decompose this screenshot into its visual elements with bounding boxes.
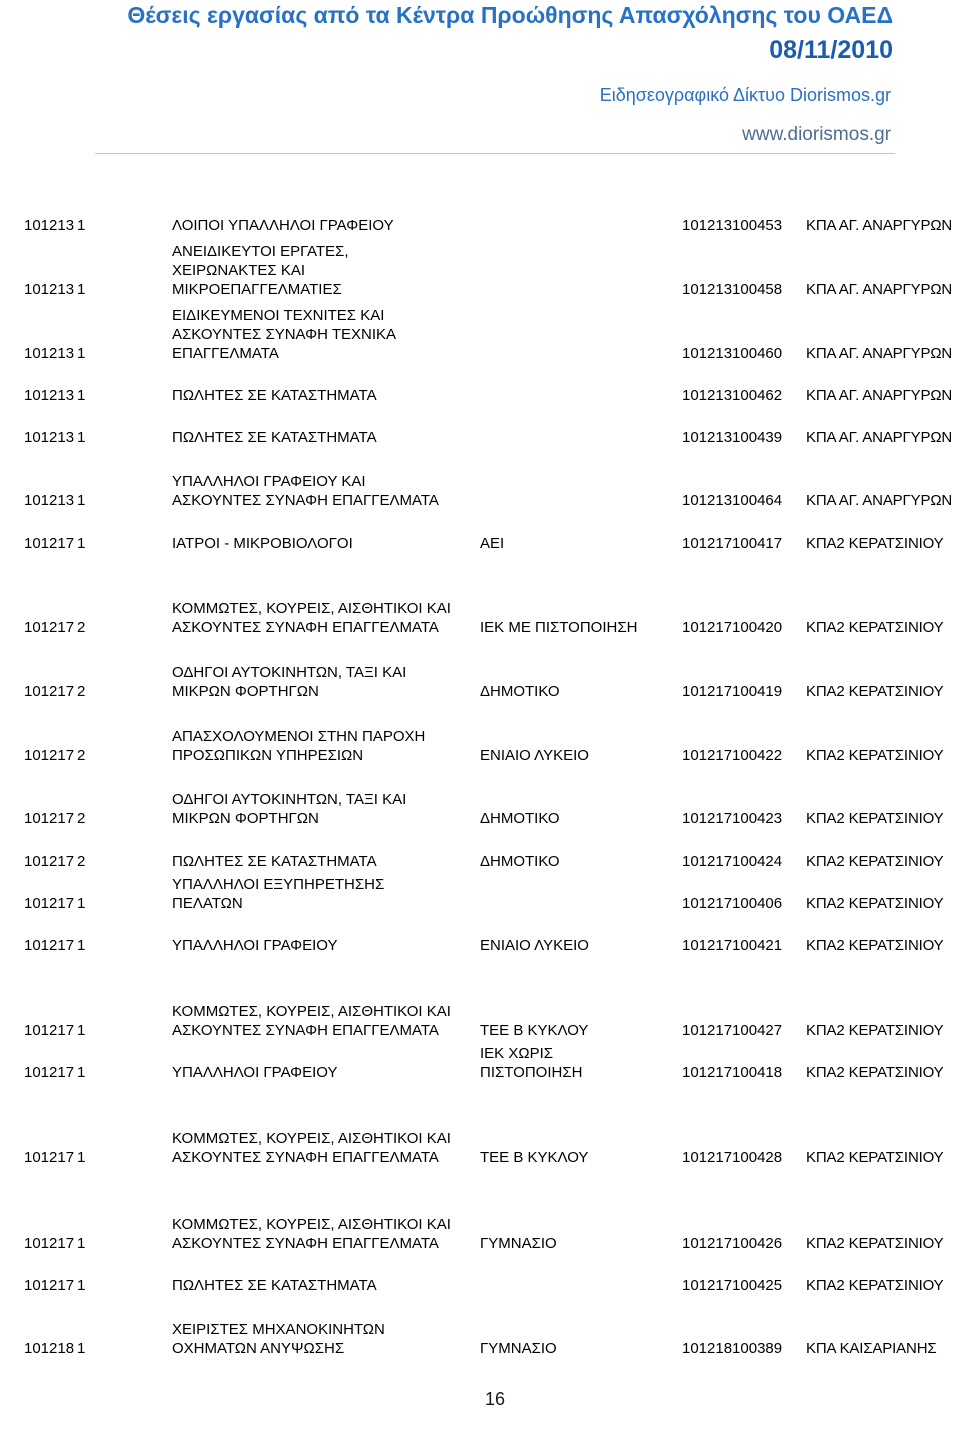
positions-count: 1 <box>77 1277 86 1294</box>
positions-count: 2 <box>77 810 86 827</box>
specialty: ΥΠΑΛΛΗΛΟΙ ΓΡΑΦΕΙΟΥ <box>172 1064 338 1081</box>
listing-code: 101217100424 <box>682 853 783 870</box>
specialty: ΚΟΜΜΩΤΕΣ, ΚΟΥΡΕΙΣ, ΑΙΣΘΗΤΙΚΟΙ ΚΑΙ ΑΣΚΟΥΝΤΕΣ ΣΥΝΑΦΗ ΕΠΑΓΓΕΛΜΑΤΑ <box>172 1003 451 1039</box>
positions-count: 2 <box>77 853 86 870</box>
listing-code: 101218100389 <box>682 1340 783 1357</box>
listing-code: 101217100406 <box>682 895 783 912</box>
positions-count: 1 <box>77 387 86 404</box>
office-name: ΚΠΑ2 ΚΕΡΑΤΣΙΝΙΟΥ <box>806 1277 944 1294</box>
positions-count: 1 <box>77 429 86 446</box>
office-name: ΚΠΑ2 ΚΕΡΑΤΣΙΝΙΟΥ <box>806 1064 944 1081</box>
specialty: ΠΩΛΗΤΕΣ ΣΕ ΚΑΤΑΣΤΗΜΑΤΑ <box>172 429 377 446</box>
specialty: ΙΑΤΡΟΙ - ΜΙΚΡΟΒΙΟΛΟΓΟΙ <box>172 535 353 552</box>
office-code: 101217 <box>24 895 75 912</box>
education-level: ΓΥΜΝΑΣΙΟ <box>480 1235 557 1252</box>
specialty: ΕΙΔΙΚΕΥΜΕΝΟΙ ΤΕΧΝΙΤΕΣ ΚΑΙ ΑΣΚΟΥΝΤΕΣ ΣΥΝΑΦΗ ΤΕΧΝΙΚΑ ΕΠΑΓΓΕΛΜΑΤΑ <box>172 307 397 362</box>
specialty: ΟΔΗΓΟΙ ΑΥΤΟΚΙΝΗΤΩΝ, ΤΑΞΙ ΚΑΙ ΜΙΚΡΩΝ ΦΟΡΤΗΓΩΝ <box>172 664 407 700</box>
office-code: 101217 <box>24 1022 75 1039</box>
education-level: ΔΗΜΟΤΙΚΟ <box>480 853 560 870</box>
specialty: ΚΟΜΜΩΤΕΣ, ΚΟΥΡΕΙΣ, ΑΙΣΘΗΤΙΚΟΙ ΚΑΙ ΑΣΚΟΥΝΤΕΣ ΣΥΝΑΦΗ ΕΠΑΓΓΕΛΜΑΤΑ <box>172 1216 451 1252</box>
specialty: ΥΠΑΛΛΗΛΟΙ ΓΡΑΦΕΙΟΥ <box>172 937 338 954</box>
education-level: ΙΕΚ ΜΕ ΠΙΣΤΟΠΟΙΗΣΗ <box>480 619 638 636</box>
specialty: ΠΩΛΗΤΕΣ ΣΕ ΚΑΤΑΣΤΗΜΑΤΑ <box>172 387 377 404</box>
office-name: ΚΠΑ2 ΚΕΡΑΤΣΙΝΙΟΥ <box>806 1022 944 1039</box>
education-level: ΓΥΜΝΑΣΙΟ <box>480 1340 557 1357</box>
office-code: 101213 <box>24 217 75 234</box>
office-name: ΚΠΑ2 ΚΕΡΑΤΣΙΝΙΟΥ <box>806 619 944 636</box>
education-level: ΤΕΕ Β ΚΥΚΛΟΥ <box>480 1149 589 1166</box>
listing-code: 101217100425 <box>682 1277 783 1294</box>
specialty: ΟΔΗΓΟΙ ΑΥΤΟΚΙΝΗΤΩΝ, ΤΑΞΙ ΚΑΙ ΜΙΚΡΩΝ ΦΟΡΤΗΓΩΝ <box>172 791 407 827</box>
positions-count: 1 <box>77 1022 86 1039</box>
listing-code: 101217100419 <box>682 683 783 700</box>
listing-code: 101213100462 <box>682 387 783 404</box>
office-name: ΚΠΑ2 ΚΕΡΑΤΣΙΝΙΟΥ <box>806 1149 944 1166</box>
office-code: 101217 <box>24 1235 75 1252</box>
office-code: 101213 <box>24 387 75 404</box>
positions-count: 1 <box>77 937 86 954</box>
specialty: ΧΕΙΡΙΣΤΕΣ ΜΗΧΑΝΟΚΙΝΗΤΩΝ ΟΧΗΜΑΤΩΝ ΑΝΥΨΩΣΗΣ <box>172 1321 385 1357</box>
listing-code: 101217100418 <box>682 1064 783 1081</box>
document-title: Θέσεις εργασίας από τα Κέντρα Προώθησης Απασχόλησης του ΟΑΕΔ <box>127 2 893 28</box>
specialty: ΠΩΛΗΤΕΣ ΣΕ ΚΑΤΑΣΤΗΜΑΤΑ <box>172 853 377 870</box>
specialty: ΥΠΑΛΛΗΛΟΙ ΓΡΑΦΕΙΟΥ ΚΑΙ ΑΣΚΟΥΝΤΕΣ ΣΥΝΑΦΗ ΕΠΑΓΓΕΛΜΑΤΑ <box>172 473 439 509</box>
education-level: ΑΕΙ <box>480 535 505 552</box>
listing-code: 101213100458 <box>682 281 783 298</box>
office-code: 101217 <box>24 619 75 636</box>
office-code: 101217 <box>24 1149 75 1166</box>
education-level: ΤΕΕ Β ΚΥΚΛΟΥ <box>480 1022 589 1039</box>
positions-count: 1 <box>77 1149 86 1166</box>
office-code: 101217 <box>24 747 75 764</box>
specialty: ΑΝΕΙΔΙΚΕΥΤΟΙ ΕΡΓΑΤΕΣ, ΧΕΙΡΩΝΑΚΤΕΣ ΚΑΙ ΜΙΚΡΟΕΠΑΓΓΕΛΜΑΤΙΕΣ <box>172 243 349 298</box>
positions-count: 1 <box>77 535 86 552</box>
specialty: ΠΩΛΗΤΕΣ ΣΕ ΚΑΤΑΣΤΗΜΑΤΑ <box>172 1277 377 1294</box>
positions-count: 1 <box>77 1064 86 1081</box>
listing-code: 101217100421 <box>682 937 783 954</box>
positions-count: 1 <box>77 217 86 234</box>
listing-code: 101217100427 <box>682 1022 783 1039</box>
office-name: ΚΠΑ ΑΓ. ΑΝΑΡΓΥΡΩΝ <box>806 345 953 362</box>
office-code: 101213 <box>24 492 75 509</box>
office-name: ΚΠΑ2 ΚΕΡΑΤΣΙΝΙΟΥ <box>806 937 944 954</box>
listing-code: 101217100422 <box>682 747 783 764</box>
specialty: ΚΟΜΜΩΤΕΣ, ΚΟΥΡΕΙΣ, ΑΙΣΘΗΤΙΚΟΙ ΚΑΙ ΑΣΚΟΥΝΤΕΣ ΣΥΝΑΦΗ ΕΠΑΓΓΕΛΜΑΤΑ <box>172 600 451 636</box>
office-code: 101217 <box>24 535 75 552</box>
specialty: ΑΠΑΣΧΟΛΟΥΜΕΝΟΙ ΣΤΗΝ ΠΑΡΟΧΗ ΠΡΟΣΩΠΙΚΩΝ ΥΠΗΡΕΣΙΩΝ <box>172 728 426 764</box>
listing-code: 101213100464 <box>682 492 783 509</box>
website-url: www.diorismos.gr <box>742 124 891 145</box>
office-code: 101217 <box>24 683 75 700</box>
listing-code: 101217100423 <box>682 810 783 827</box>
specialty: ΚΟΜΜΩΤΕΣ, ΚΟΥΡΕΙΣ, ΑΙΣΘΗΤΙΚΟΙ ΚΑΙ ΑΣΚΟΥΝΤΕΣ ΣΥΝΑΦΗ ΕΠΑΓΓΕΛΜΑΤΑ <box>172 1130 451 1166</box>
office-name: ΚΠΑ2 ΚΕΡΑΤΣΙΝΙΟΥ <box>806 895 944 912</box>
education-level: ΔΗΜΟΤΙΚΟ <box>480 683 560 700</box>
positions-count: 1 <box>77 895 86 912</box>
positions-count: 1 <box>77 1235 86 1252</box>
positions-count: 2 <box>77 619 86 636</box>
listing-code: 101213100453 <box>682 217 783 234</box>
listing-code: 101217100417 <box>682 535 783 552</box>
education-level: ΕΝΙΑΙΟ ΛΥΚΕΙΟ <box>480 937 589 954</box>
listing-code: 101217100428 <box>682 1149 783 1166</box>
office-code: 101217 <box>24 1064 75 1081</box>
positions-count: 1 <box>77 492 86 509</box>
positions-count: 1 <box>77 281 86 298</box>
page-number: 16 <box>484 1389 506 1409</box>
office-name: ΚΠΑ ΑΓ. ΑΝΑΡΓΥΡΩΝ <box>806 281 953 298</box>
office-code: 101218 <box>24 1340 75 1357</box>
listing-code: 101213100460 <box>682 345 783 362</box>
news-network-name: Ειδησεογραφικό Δίκτυο Diorismos.gr <box>599 85 891 105</box>
office-name: ΚΠΑ2 ΚΕΡΑΤΣΙΝΙΟΥ <box>806 1235 944 1252</box>
office-code: 101217 <box>24 853 75 870</box>
office-name: ΚΠΑ ΚΑΙΣΑΡΙΑΝΗΣ <box>806 1340 937 1357</box>
specialty: ΥΠΑΛΛΗΛΟΙ ΕΞΥΠΗΡΕΤΗΣΗΣ ΠΕΛΑΤΩΝ <box>172 876 385 912</box>
office-name: ΚΠΑ2 ΚΕΡΑΤΣΙΝΙΟΥ <box>806 747 944 764</box>
education-level: ΙΕΚ ΧΩΡΙΣ ΠΙΣΤΟΠΟΙΗΣΗ <box>480 1045 583 1081</box>
specialty: ΛΟΙΠΟΙ ΥΠΑΛΛΗΛΟΙ ΓΡΑΦΕΙΟΥ <box>172 217 394 234</box>
office-code: 101217 <box>24 1277 75 1294</box>
positions-count: 2 <box>77 683 86 700</box>
office-name: ΚΠΑ ΑΓ. ΑΝΑΡΓΥΡΩΝ <box>806 429 953 446</box>
office-code: 101217 <box>24 810 75 827</box>
document-date: 08/11/2010 <box>769 36 893 64</box>
education-level: ΔΗΜΟΤΙΚΟ <box>480 810 560 827</box>
positions-count: 2 <box>77 747 86 764</box>
education-level: ΕΝΙΑΙΟ ΛΥΚΕΙΟ <box>480 747 589 764</box>
office-code: 101213 <box>24 281 75 298</box>
office-name: ΚΠΑ ΑΓ. ΑΝΑΡΓΥΡΩΝ <box>806 387 953 404</box>
office-name: ΚΠΑ2 ΚΕΡΑΤΣΙΝΙΟΥ <box>806 853 944 870</box>
office-name: ΚΠΑ2 ΚΕΡΑΤΣΙΝΙΟΥ <box>806 535 944 552</box>
listing-code: 101217100420 <box>682 619 783 636</box>
office-name: ΚΠΑ2 ΚΕΡΑΤΣΙΝΙΟΥ <box>806 810 944 827</box>
positions-count: 1 <box>77 1340 86 1357</box>
listing-code: 101217100426 <box>682 1235 783 1252</box>
office-code: 101217 <box>24 937 75 954</box>
positions-count: 1 <box>77 345 86 362</box>
office-name: ΚΠΑ ΑΓ. ΑΝΑΡΓΥΡΩΝ <box>806 492 953 509</box>
office-code: 101213 <box>24 429 75 446</box>
listing-code: 101213100439 <box>682 429 783 446</box>
office-name: ΚΠΑ ΑΓ. ΑΝΑΡΓΥΡΩΝ <box>806 217 953 234</box>
office-name: ΚΠΑ2 ΚΕΡΑΤΣΙΝΙΟΥ <box>806 683 944 700</box>
office-code: 101213 <box>24 345 75 362</box>
